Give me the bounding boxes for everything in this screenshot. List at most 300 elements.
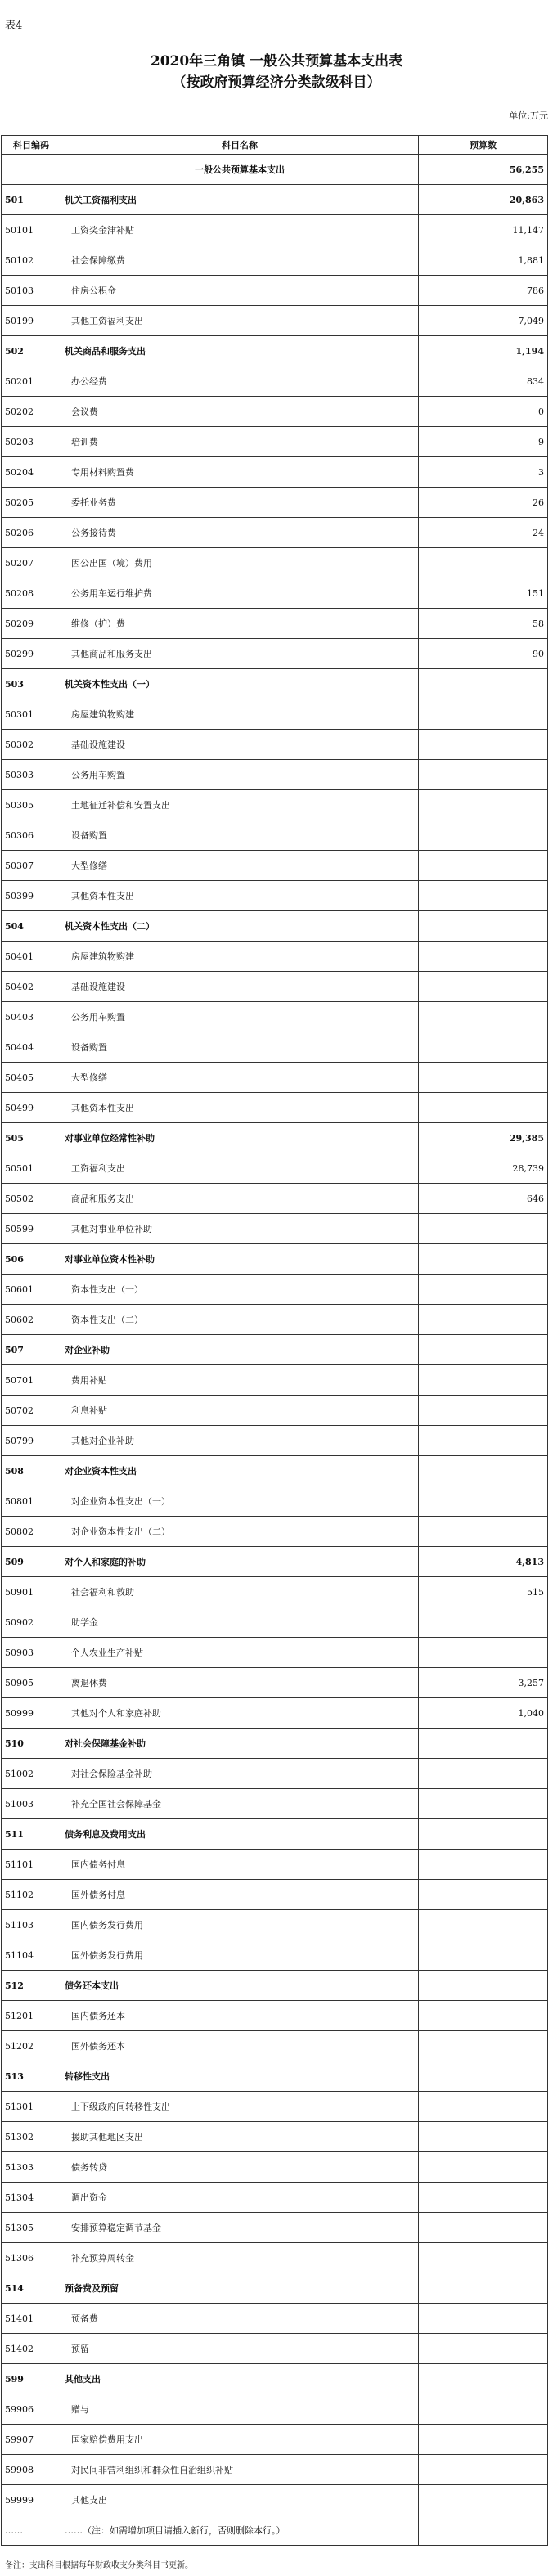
subject-name: 国外债务发行费用: [61, 1940, 419, 1971]
table-row: [2, 427, 548, 457]
budget-amount: [419, 1426, 548, 1456]
table-row: [2, 2394, 548, 2425]
table-row: [2, 1577, 548, 1607]
subject-name: 住房公积金: [61, 276, 419, 306]
budget-amount: [419, 1032, 548, 1063]
subject-code: 51102: [2, 1880, 61, 1910]
table-row: [2, 1093, 548, 1123]
subject-code: 50305: [2, 790, 61, 820]
table-row: [2, 1759, 548, 1789]
category-row: [2, 2273, 548, 2304]
subject-code: 50201: [2, 366, 61, 397]
subject-code: 51202: [2, 2031, 61, 2061]
table-row: [2, 2304, 548, 2334]
budget-amount: [419, 2273, 548, 2304]
subject-name: 国家赔偿费用支出: [61, 2425, 419, 2455]
header-code: 科目编码: [2, 136, 61, 155]
budget-amount: 20,863: [419, 185, 548, 215]
subject-name: 基础设施建设: [61, 972, 419, 1002]
budget-amount: 4,813: [419, 1547, 548, 1577]
subject-name: 国外债务还本: [61, 2031, 419, 2061]
subject-name: 维修（护）费: [61, 609, 419, 639]
subject-code: 50999: [2, 1698, 61, 1729]
table-row: [2, 820, 548, 851]
subject-code: 50404: [2, 1032, 61, 1063]
budget-amount: [419, 1850, 548, 1880]
subject-name: 社会保障缴费: [61, 245, 419, 276]
subject-code: 50901: [2, 1577, 61, 1607]
budget-amount: [419, 1063, 548, 1093]
table-number-label: 表4: [5, 20, 23, 32]
table-row: [2, 942, 548, 972]
budget-amount: 1,194: [419, 336, 548, 366]
budget-amount: [419, 1729, 548, 1759]
budget-amount: 7,049: [419, 306, 548, 336]
subject-name: 债务利息及费用支出: [61, 1819, 419, 1850]
subject-code: 50204: [2, 457, 61, 488]
subject-code: 59999: [2, 2485, 61, 2515]
subject-name: 国内债务付息: [61, 1850, 419, 1880]
subject-code: 59908: [2, 2455, 61, 2485]
subject-name: 大型修缮: [61, 851, 419, 881]
category-row: [2, 1971, 548, 2001]
table-row: [2, 2455, 548, 2485]
budget-amount: [419, 669, 548, 699]
subject-name: 工资福利支出: [61, 1153, 419, 1184]
table-row: [2, 1184, 548, 1214]
budget-amount: 0: [419, 397, 548, 427]
subject-code: 50499: [2, 1093, 61, 1123]
subject-code: 50405: [2, 1063, 61, 1093]
table-row: [2, 609, 548, 639]
subject-code: 50299: [2, 639, 61, 669]
table-row: [2, 276, 548, 306]
budget-amount: [419, 1275, 548, 1305]
budget-amount: [419, 972, 548, 1002]
subject-code: 51002: [2, 1759, 61, 1789]
subject-code: 50203: [2, 427, 61, 457]
subject-name: 土地征迁补偿和安置支出: [61, 790, 419, 820]
table-header-row: [2, 136, 548, 155]
subject-code: 50401: [2, 942, 61, 972]
subject-name: 基础设施建设: [61, 730, 419, 760]
budget-amount: [419, 942, 548, 972]
subject-code: 50202: [2, 397, 61, 427]
table-row: [2, 1275, 548, 1305]
subject-code: 51401: [2, 2304, 61, 2334]
budget-amount: [419, 1396, 548, 1426]
subject-name: 预备费及预留: [61, 2273, 419, 2304]
budget-amount: [419, 1940, 548, 1971]
budget-amount: [419, 2394, 548, 2425]
budget-amount: [419, 1244, 548, 1275]
subject-name: 债务还本支出: [61, 1971, 419, 2001]
subject-name: 上下级政府间转移性支出: [61, 2092, 419, 2122]
subject-code: 503: [2, 669, 61, 699]
title-subtitle: （按政府预算经济分类款级科目）: [172, 74, 381, 91]
table-row: [2, 699, 548, 730]
subject-name: 公务用车运行维护费: [61, 578, 419, 609]
subject-code: 50399: [2, 881, 61, 911]
budget-amount: [419, 2031, 548, 2061]
budget-amount: [419, 1638, 548, 1668]
table-row: [2, 730, 548, 760]
budget-amount: 646: [419, 1184, 548, 1214]
subject-code: 50306: [2, 820, 61, 851]
table-row: [2, 881, 548, 911]
table-row: [2, 1607, 548, 1638]
subject-code: 505: [2, 1123, 61, 1153]
budget-amount: [419, 1910, 548, 1940]
budget-amount: [419, 730, 548, 760]
subject-code: 50103: [2, 276, 61, 306]
subject-name: 大型修缮: [61, 1063, 419, 1093]
budget-amount: 151: [419, 578, 548, 609]
category-row: [2, 911, 548, 942]
budget-amount: [419, 548, 548, 578]
subject-code: 506: [2, 1244, 61, 1275]
subject-code: 51101: [2, 1850, 61, 1880]
table-row: [2, 548, 548, 578]
subject-code: 50209: [2, 609, 61, 639]
table-row: [2, 1002, 548, 1032]
subject-code: 514: [2, 2273, 61, 2304]
table-row: [2, 1698, 548, 1729]
unit-label: 单位:万元: [509, 110, 548, 121]
subject-name: 其他商品和服务支出: [61, 639, 419, 669]
subject-code: 50799: [2, 1426, 61, 1456]
table-row: [2, 366, 548, 397]
subject-name: 其他支出: [61, 2364, 419, 2394]
category-row: [2, 669, 548, 699]
subject-code: 50208: [2, 578, 61, 609]
subject-name: 机关工资福利支出: [61, 185, 419, 215]
subject-code: 50903: [2, 1638, 61, 1668]
table-row: [2, 1063, 548, 1093]
subject-name: 预留: [61, 2334, 419, 2364]
budget-amount: 3,257: [419, 1668, 548, 1698]
budget-amount: [419, 911, 548, 942]
subject-name: 安排预算稳定调节基金: [61, 2213, 419, 2243]
budget-amount: 834: [419, 366, 548, 397]
budget-amount: [419, 2425, 548, 2455]
subject-name: 对个人和家庭的补助: [61, 1547, 419, 1577]
subject-name: 赠与: [61, 2394, 419, 2425]
subject-code: 50902: [2, 1607, 61, 1638]
budget-amount: [419, 851, 548, 881]
subject-code: 50301: [2, 699, 61, 730]
subject-name: 对社会保险基金补助: [61, 1759, 419, 1789]
subject-code: 50701: [2, 1365, 61, 1396]
category-row: [2, 1729, 548, 1759]
subject-name: 其他对事业单位补助: [61, 1214, 419, 1244]
subject-name: 工资奖金津补贴: [61, 215, 419, 245]
budget-amount: 786: [419, 276, 548, 306]
subject-name: 培训费: [61, 427, 419, 457]
budget-amount: [419, 881, 548, 911]
table-row: [2, 397, 548, 427]
subject-name: 社会福利和救助: [61, 1577, 419, 1607]
subject-name: 商品和服务支出: [61, 1184, 419, 1214]
subject-name: 对企业补助: [61, 1335, 419, 1365]
budget-amount: 58: [419, 609, 548, 639]
subject-name: 调出资金: [61, 2183, 419, 2213]
table-row: [2, 306, 548, 336]
table-row: [2, 972, 548, 1002]
budget-amount: [419, 2092, 548, 2122]
subject-name: 援助其他地区支出: [61, 2122, 419, 2152]
subject-code: [2, 155, 61, 185]
subject-code: 502: [2, 336, 61, 366]
footnote: 备注：支出科目根据每年财政收支分类科目书更新。: [5, 2561, 193, 2570]
budget-amount: 1,040: [419, 1698, 548, 1729]
subject-name: 机关资本性支出（二）: [61, 911, 419, 942]
table-row: [2, 2213, 548, 2243]
subject-name: 其他资本性支出: [61, 881, 419, 911]
subject-name: 费用补贴: [61, 1365, 419, 1396]
subject-name: 一般公共预算基本支出: [61, 155, 419, 185]
table-body: [2, 155, 548, 2546]
subject-name: 补充预算周转金: [61, 2243, 419, 2273]
subject-name: 委托业务费: [61, 488, 419, 518]
budget-amount: [419, 2183, 548, 2213]
subject-code: 51305: [2, 2213, 61, 2243]
subject-code: 51302: [2, 2122, 61, 2152]
subject-code: 51103: [2, 1910, 61, 1940]
subject-code: 50307: [2, 851, 61, 881]
subject-code: 50302: [2, 730, 61, 760]
table-row: [2, 1486, 548, 1517]
budget-amount: [419, 2213, 548, 2243]
subject-name: 国内债务发行费用: [61, 1910, 419, 1940]
subject-name: 国外债务付息: [61, 1880, 419, 1910]
subject-code: 511: [2, 1819, 61, 1850]
total-row: [2, 155, 548, 185]
subject-name: 国内债务还本: [61, 2001, 419, 2031]
budget-amount: [419, 1335, 548, 1365]
table-row: [2, 1214, 548, 1244]
subject-code: 51402: [2, 2334, 61, 2364]
subject-code: ……: [2, 2515, 61, 2546]
subject-name: 对企业资本性支出（一）: [61, 1486, 419, 1517]
subject-name: 公务用车购置: [61, 760, 419, 790]
budget-amount: [419, 1486, 548, 1517]
subject-code: 50199: [2, 306, 61, 336]
subject-code: 51201: [2, 2001, 61, 2031]
budget-amount: [419, 1093, 548, 1123]
category-row: [2, 1244, 548, 1275]
table-row: [2, 2334, 548, 2364]
subject-code: 513: [2, 2061, 61, 2092]
table-row: [2, 2031, 548, 2061]
subject-name: 资本性支出（二）: [61, 1305, 419, 1335]
subject-code: 599: [2, 2364, 61, 2394]
category-row: [2, 2061, 548, 2092]
subject-code: 512: [2, 1971, 61, 2001]
budget-amount: [419, 1971, 548, 2001]
budget-amount: [419, 1305, 548, 1335]
table-row: [2, 2515, 548, 2546]
budget-amount: 515: [419, 1577, 548, 1607]
subject-name: 对社会保障基金补助: [61, 1729, 419, 1759]
table-row: [2, 1668, 548, 1698]
budget-amount: [419, 1880, 548, 1910]
table-row: [2, 457, 548, 488]
subject-code: 51306: [2, 2243, 61, 2273]
subject-name: 对企业资本性支出: [61, 1456, 419, 1486]
subject-code: 50905: [2, 1668, 61, 1698]
subject-code: 50599: [2, 1214, 61, 1244]
table-row: [2, 1153, 548, 1184]
budget-amount: 11,147: [419, 215, 548, 245]
subject-code: 50303: [2, 760, 61, 790]
table-row: [2, 2243, 548, 2273]
subject-name: 房屋建筑物购建: [61, 942, 419, 972]
subject-code: 50102: [2, 245, 61, 276]
subject-code: 51303: [2, 2152, 61, 2183]
subject-code: 50802: [2, 1517, 61, 1547]
subject-code: 50402: [2, 972, 61, 1002]
table-row: [2, 2425, 548, 2455]
subject-name: 离退休费: [61, 1668, 419, 1698]
category-row: [2, 2364, 548, 2394]
budget-amount: 29,385: [419, 1123, 548, 1153]
page-title: [0, 51, 553, 93]
subject-name: 公务接待费: [61, 518, 419, 548]
title-main: 2020年三角镇 一般公共预算基本支出表: [150, 53, 403, 70]
budget-amount: [419, 2515, 548, 2546]
budget-amount: [419, 699, 548, 730]
subject-code: 50501: [2, 1153, 61, 1184]
budget-amount: [419, 2304, 548, 2334]
subject-code: 508: [2, 1456, 61, 1486]
subject-code: 50101: [2, 215, 61, 245]
category-row: [2, 185, 548, 215]
subject-name: 其他对个人和家庭补助: [61, 1698, 419, 1729]
budget-amount: [419, 820, 548, 851]
category-row: [2, 1123, 548, 1153]
category-row: [2, 1335, 548, 1365]
budget-amount: [419, 1002, 548, 1032]
subject-name: 预备费: [61, 2304, 419, 2334]
budget-amount: 9: [419, 427, 548, 457]
subject-name: 其他对企业补助: [61, 1426, 419, 1456]
subject-name: 专用材料购置费: [61, 457, 419, 488]
subject-code: 510: [2, 1729, 61, 1759]
subject-name: 因公出国（境）费用: [61, 548, 419, 578]
budget-amount: [419, 2485, 548, 2515]
budget-amount: [419, 1819, 548, 1850]
table-row: [2, 488, 548, 518]
subject-code: 504: [2, 911, 61, 942]
budget-amount: 26: [419, 488, 548, 518]
subject-name: 其他支出: [61, 2485, 419, 2515]
table-row: [2, 1638, 548, 1668]
category-row: [2, 1547, 548, 1577]
table-row: [2, 2001, 548, 2031]
table-row: [2, 1850, 548, 1880]
table-row: [2, 851, 548, 881]
table-row: [2, 1910, 548, 1940]
header-amount: 预算数: [419, 136, 548, 155]
budget-amount: [419, 1365, 548, 1396]
subject-code: 50702: [2, 1396, 61, 1426]
table-row: [2, 2152, 548, 2183]
subject-code: 51304: [2, 2183, 61, 2213]
budget-amount: [419, 1517, 548, 1547]
subject-name: 设备购置: [61, 820, 419, 851]
subject-code: 509: [2, 1547, 61, 1577]
subject-name: 办公经费: [61, 366, 419, 397]
budget-amount: 28,739: [419, 1153, 548, 1184]
table-row: [2, 790, 548, 820]
budget-amount: [419, 2455, 548, 2485]
budget-amount: [419, 1214, 548, 1244]
subject-name: 利息补贴: [61, 1396, 419, 1426]
table-row: [2, 1426, 548, 1456]
subject-name: 补充全国社会保障基金: [61, 1789, 419, 1819]
subject-code: 50502: [2, 1184, 61, 1214]
subject-name: 债务转贷: [61, 2152, 419, 2183]
subject-code: 59906: [2, 2394, 61, 2425]
budget-amount: [419, 2122, 548, 2152]
budget-amount: [419, 2364, 548, 2394]
subject-code: 50207: [2, 548, 61, 578]
subject-code: 50601: [2, 1275, 61, 1305]
subject-code: 51104: [2, 1940, 61, 1971]
subject-name: 其他资本性支出: [61, 1093, 419, 1123]
budget-amount: [419, 1456, 548, 1486]
table-row: [2, 1940, 548, 1971]
subject-code: 59907: [2, 2425, 61, 2455]
table-row: [2, 2485, 548, 2515]
subject-name: 机关商品和服务支出: [61, 336, 419, 366]
table-row: [2, 2183, 548, 2213]
subject-code: 50801: [2, 1486, 61, 1517]
category-row: [2, 336, 548, 366]
subject-name: 机关资本性支出（一）: [61, 669, 419, 699]
budget-amount: [419, 790, 548, 820]
subject-code: 50205: [2, 488, 61, 518]
subject-name: 对事业单位经常性补助: [61, 1123, 419, 1153]
subject-name: 设备购置: [61, 1032, 419, 1063]
subject-name: 转移性支出: [61, 2061, 419, 2092]
budget-table: [1, 135, 548, 2546]
table-row: [2, 245, 548, 276]
subject-name: 公务用车购置: [61, 1002, 419, 1032]
budget-amount: 1,881: [419, 245, 548, 276]
subject-code: 507: [2, 1335, 61, 1365]
budget-amount: [419, 2152, 548, 2183]
subject-name: 会议费: [61, 397, 419, 427]
subject-name: 对企业资本性支出（二）: [61, 1517, 419, 1547]
budget-amount: 24: [419, 518, 548, 548]
table-row: [2, 1305, 548, 1335]
header-name: 科目名称: [61, 136, 419, 155]
budget-amount: [419, 2061, 548, 2092]
subject-name: ……（注：如需增加项目请插入新行，否则删除本行。）: [61, 2515, 419, 2546]
table-row: [2, 1880, 548, 1910]
table-row: [2, 2122, 548, 2152]
subject-code: 50602: [2, 1305, 61, 1335]
budget-amount: [419, 1789, 548, 1819]
budget-amount: [419, 1607, 548, 1638]
subject-name: 房屋建筑物购建: [61, 699, 419, 730]
subject-name: 对事业单位资本性补助: [61, 1244, 419, 1275]
subject-code: 51301: [2, 2092, 61, 2122]
budget-amount: 56,255: [419, 155, 548, 185]
subject-name: 资本性支出（一）: [61, 1275, 419, 1305]
